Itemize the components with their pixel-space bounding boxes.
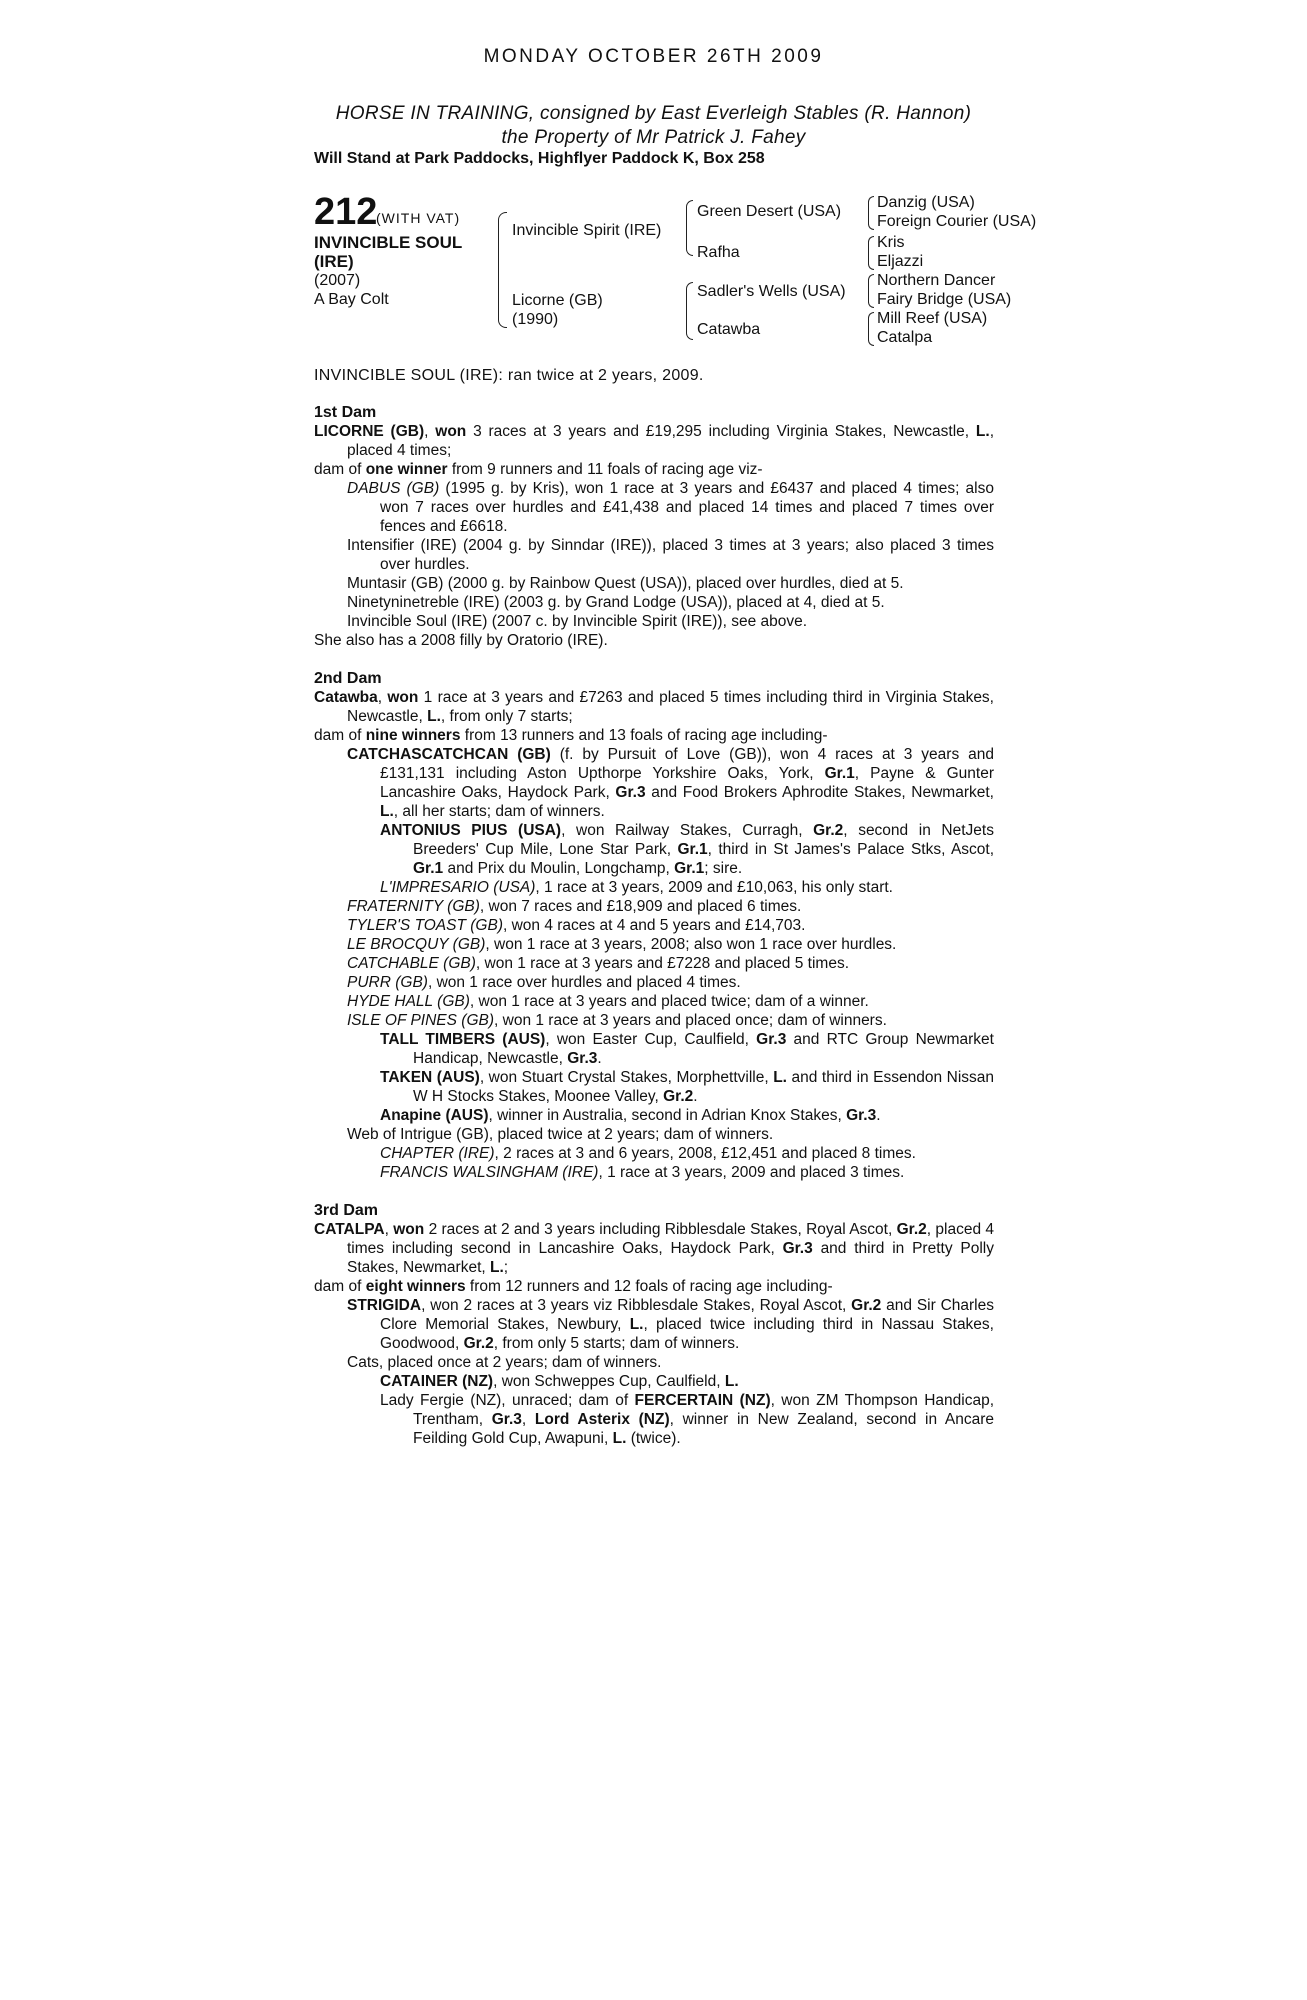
produce-entry: Web of Intrigue (GB), placed twice at 2 years; dam of winners. <box>347 1126 774 1143</box>
pedigree-brace <box>868 196 874 230</box>
sire-dam: Rafha <box>697 244 740 261</box>
dam-dam: Catawba <box>697 321 761 338</box>
produce-entry: FRANCIS WALSINGHAM (IRE), 1 race at 3 years, 2009 and placed 3 times. <box>380 1164 905 1181</box>
sire: Invincible Spirit (IRE) <box>512 222 662 239</box>
produce-entry: ANTONIUS PIUS (USA), won Railway Stakes, Curragh, Gr.2, second in NetJets Breeders' Cup Mile, Lone Star Park, Gr.1, third in St James's Palace Stks, Ascot, Gr.1 and Prix du Moulin, Longchamp, Gr.1; sire. <box>380 822 995 877</box>
horse-name-suffix: (IRE) <box>314 252 354 271</box>
produce-entry: Lady Fergie (NZ), unraced; dam of FERCERTAIN (NZ), won ZM Thompson Handicap, Trentham, Gr.3, Lord Asterix (NZ), winner in New Zealand, second in Ancare Feilding Gold Cup, Awapuni, L. (twice). <box>380 1392 995 1447</box>
produce-entry: STRIGIDA, won 2 races at 3 years viz Ribblesdale Stakes, Royal Ascot, Gr.2 and Sir Charles Clore Memorial Stakes, Newbury, L., placed twice including third in Nassau Stakes, Goodwood, Gr.2, from only 5 starts; dam of winners. <box>347 1297 994 1352</box>
consignment-info <box>0 102 1307 150</box>
produce-entry: TAKEN (AUS), won Stuart Crystal Stakes, Morphettville, L. and third in Essendon Nissan W H Stocks Stakes, Moonee Valley, Gr.2. <box>380 1069 995 1105</box>
race-summary: INVINCIBLE SOUL (IRE): ran twice at 2 years, 2009. <box>314 367 704 384</box>
second-dam-section <box>314 669 994 1182</box>
dam-record: LICORNE (GB), won 3 races at 3 years and £19,295 including Virginia Stakes, Newcastle, L., placed 4 times; <box>314 423 994 459</box>
pedigree-brace <box>868 312 874 346</box>
produce-entry: LE BROCQUY (GB), won 1 race at 3 years, 2008; also won 1 race over hurdles. <box>347 936 897 953</box>
granddam-4: Catalpa <box>877 329 933 346</box>
dam-sire: Sadler's Wells (USA) <box>697 283 846 300</box>
pedigree-brace <box>868 274 874 308</box>
third-dam-section <box>314 1201 994 1448</box>
produce-entry: Anapine (AUS), winner in Australia, second in Adrian Knox Stakes, Gr.3. <box>380 1107 881 1124</box>
granddam-3: Fairy Bridge (USA) <box>877 291 1012 308</box>
produce-entry: Ninetyninetreble (IRE) (2003 g. by Grand Lodge (USA)), placed at 4, died at 5. <box>347 594 885 611</box>
grandsire-2: Kris <box>877 234 905 251</box>
horse-name-line: INVINCIBLE SOUL <box>314 233 463 252</box>
produce-note: She also has a 2008 filly by Oratorio (IRE). <box>314 632 608 649</box>
grandsire-4: Mill Reef (USA) <box>877 310 988 327</box>
consignor-line: HORSE IN TRAINING, consigned by East Everleigh Stables (R. Hannon) <box>335 103 972 124</box>
produce-entry: PURR (GB), won 1 race over hurdles and placed 4 times. <box>347 974 741 991</box>
horse-name <box>314 233 484 271</box>
produce-entry: DABUS (GB) (1995 g. by Kris), won 1 race at 3 years and £6437 and placed 4 times; also won 7 races over hurdles and £41,438 and placed 14 times and placed 7 times over fences and £6618. <box>347 480 994 535</box>
sire-sire: Green Desert (USA) <box>697 203 842 220</box>
produce-entry: ISLE OF PINES (GB), won 1 race at 3 years and placed once; dam of winners. <box>347 1012 887 1029</box>
produce-entry: FRATERNITY (GB), won 7 races and £18,909 and placed 6 times. <box>347 898 802 915</box>
produce-entry: CATAINER (NZ), won Schweppes Cup, Caulfield, L. <box>380 1373 739 1390</box>
produce-entry: CATCHABLE (GB), won 1 race at 3 years and £7228 and placed 5 times. <box>347 955 850 972</box>
produce-summary: dam of one winner from 9 runners and 11 foals of racing age viz- <box>314 461 763 478</box>
produce-entry: Intensifier (IRE) (2004 g. by Sinndar (IRE)), placed 3 times at 3 years; also placed 3 times over hurdles. <box>347 537 994 573</box>
lot-number: 212 <box>314 191 378 233</box>
produce-entry: Cats, placed once at 2 years; dam of winners. <box>347 1354 662 1371</box>
produce-summary: dam of nine winners from 13 runners and 13 foals of racing age including- <box>314 727 828 744</box>
dam-record: Catawba, won 1 race at 3 years and £7263 and placed 5 times including third in Virginia Stakes, Newcastle, L., from only 7 starts; <box>314 689 994 725</box>
pedigree-brace <box>686 200 693 256</box>
produce-entry: CATCHASCATCHCAN (GB) (f. by Pursuit of Love (GB)), won 4 races at 3 years and £131,131 including Aston Upthorpe Yorkshire Oaks, York, Gr.1, Payne & Gunter Lancashire Oaks, Haydock Park, Gr.3 and Food Brokers Aphrodite Stakes, Newmarket, L., all her starts; dam of winners. <box>347 746 994 820</box>
produce-summary: dam of eight winners from 12 runners and 12 foals of racing age including- <box>314 1278 833 1295</box>
pedigree-brace <box>868 236 874 270</box>
produce-entry: CHAPTER (IRE), 2 races at 3 and 6 years, 2008, £12,451 and placed 8 times. <box>380 1145 916 1162</box>
first-dam-section <box>314 403 994 650</box>
grandsire-1: Danzig (USA) <box>877 194 975 211</box>
produce-entry: HYDE HALL (GB), won 1 race at 3 years and placed twice; dam of a winner. <box>347 993 869 1010</box>
dam: Licorne (GB) <box>512 292 603 309</box>
section-heading: 3rd Dam <box>314 1202 379 1219</box>
produce-entry: L'IMPRESARIO (USA), 1 race at 3 years, 2009 and £10,063, his only start. <box>380 879 893 896</box>
owner-line: the Property of Mr Patrick J. Fahey <box>501 127 806 148</box>
produce-entry: TYLER'S TOAST (GB), won 4 races at 4 and 5 years and £14,703. <box>347 917 806 934</box>
produce-entry: TALL TIMBERS (AUS), won Easter Cup, Caulfield, Gr.3 and RTC Group Newmarket Handicap, Newcastle, Gr.3. <box>380 1031 994 1067</box>
section-heading: 2nd Dam <box>314 670 382 687</box>
pedigree-brace <box>686 282 693 340</box>
stand-location: Will Stand at Park Paddocks, Highflyer Paddock K, Box 258 <box>314 150 765 167</box>
sale-date: MONDAY OCTOBER 26TH 2009 <box>483 46 824 67</box>
foaling-year: (2007) <box>314 272 361 289</box>
vat-note: (WITH VAT) <box>376 210 461 226</box>
granddam-2: Eljazzi <box>877 253 924 270</box>
section-heading: 1st Dam <box>314 404 377 421</box>
grandsire-3: Northern Dancer <box>877 272 996 289</box>
produce-entry: Muntasir (GB) (2000 g. by Rainbow Quest (USA)), placed over hurdles, died at 5. <box>347 575 904 592</box>
horse-description: A Bay Colt <box>314 291 389 308</box>
dam-year: (1990) <box>512 311 559 328</box>
produce-entry: Invincible Soul (IRE) (2007 c. by Invincible Spirit (IRE)), see above. <box>347 613 808 630</box>
granddam-1: Foreign Courier (USA) <box>877 213 1037 230</box>
pedigree-brace <box>498 212 507 328</box>
dam-record: CATALPA, won 2 races at 2 and 3 years including Ribblesdale Stakes, Royal Ascot, Gr.2, placed 4 times including second in Lancashire Oaks, Haydock Park, Gr.3 and third in Pretty Polly Stakes, Newmarket, L.; <box>314 1221 995 1276</box>
